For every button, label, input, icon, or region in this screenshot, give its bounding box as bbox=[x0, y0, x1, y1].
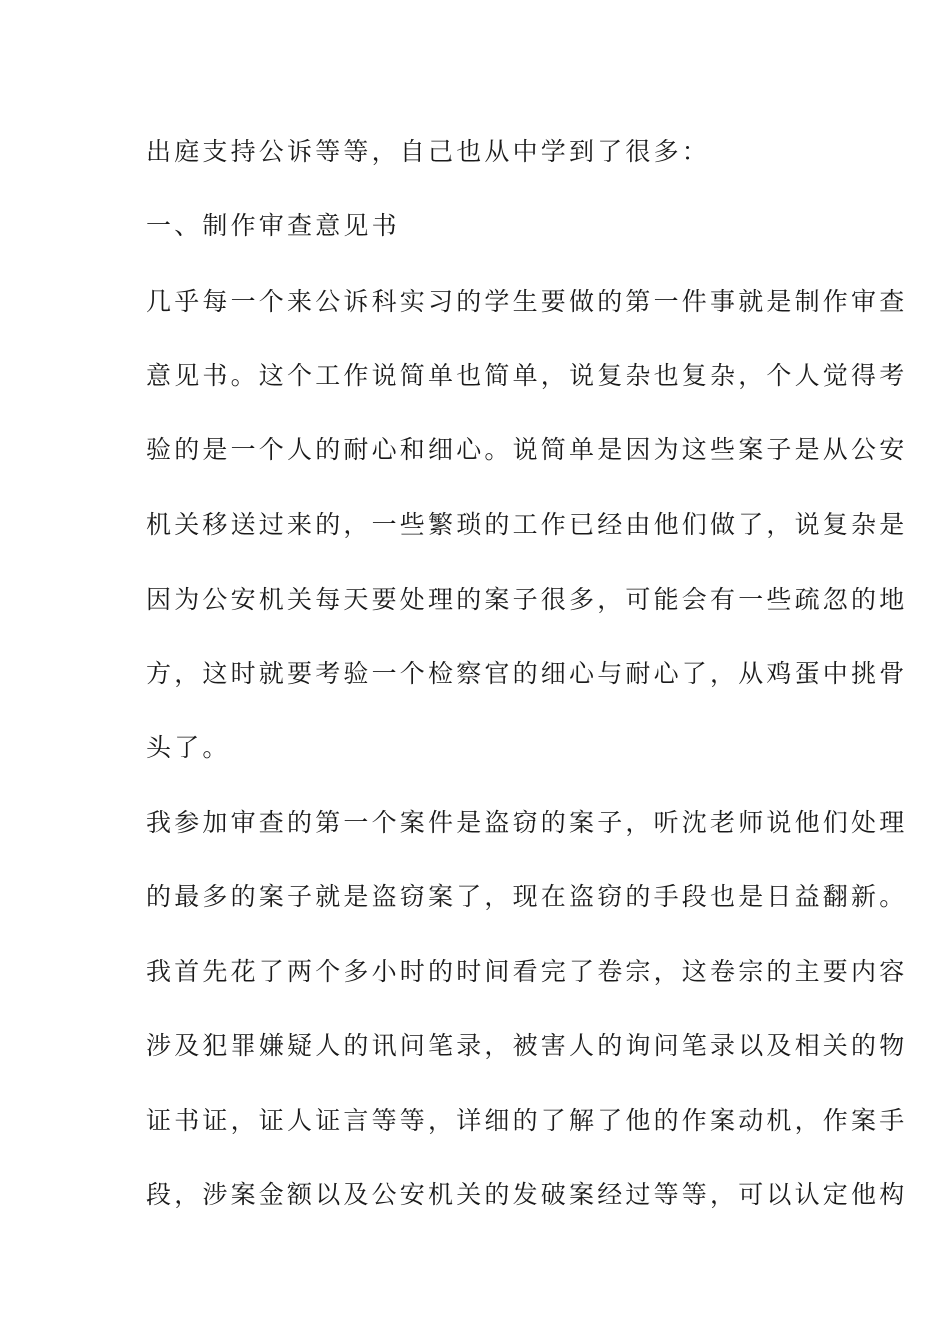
text-line: 涉及犯罪嫌疑人的讯问笔录，被害人的询问笔录以及相关的物 bbox=[146, 1031, 908, 1060]
text-line: 段，涉案金额以及公安机关的发破案经过等等，可以认定他构 bbox=[146, 1180, 908, 1209]
text-line: 方，这时就要考验一个检察官的细心与耐心了，从鸡蛋中挑骨 bbox=[146, 659, 908, 688]
text-line: 几乎每一个来公诉科实习的学生要做的第一件事就是制作审查 bbox=[146, 287, 908, 316]
text-line: 因为公安机关每天要处理的案子很多，可能会有一些疏忽的地 bbox=[146, 585, 908, 614]
text-line: 机关移送过来的，一些繁琐的工作已经由他们做了，说复杂是 bbox=[146, 510, 908, 539]
text-line: 头了。 bbox=[146, 733, 231, 762]
text-line: 验的是一个人的耐心和细心。说简单是因为这些案子是从公安 bbox=[146, 435, 908, 464]
text-line: 的最多的案子就是盗窃案了，现在盗窃的手段也是日益翻新。 bbox=[146, 882, 908, 911]
text-line: 出庭支持公诉等等，自己也从中学到了很多： bbox=[146, 137, 711, 166]
text-line: 我参加审查的第一个案件是盗窃的案子，听沈老师说他们处理 bbox=[146, 808, 908, 837]
text-line: 证书证，证人证言等等，详细的了解了他的作案动机，作案手 bbox=[146, 1106, 908, 1135]
section-heading: 一、制作审查意见书 bbox=[146, 211, 400, 240]
text-line: 我首先花了两个多小时的时间看完了卷宗，这卷宗的主要内容 bbox=[146, 957, 908, 986]
text-line: 意见书。这个工作说简单也简单，说复杂也复杂，个人觉得考 bbox=[146, 361, 908, 390]
